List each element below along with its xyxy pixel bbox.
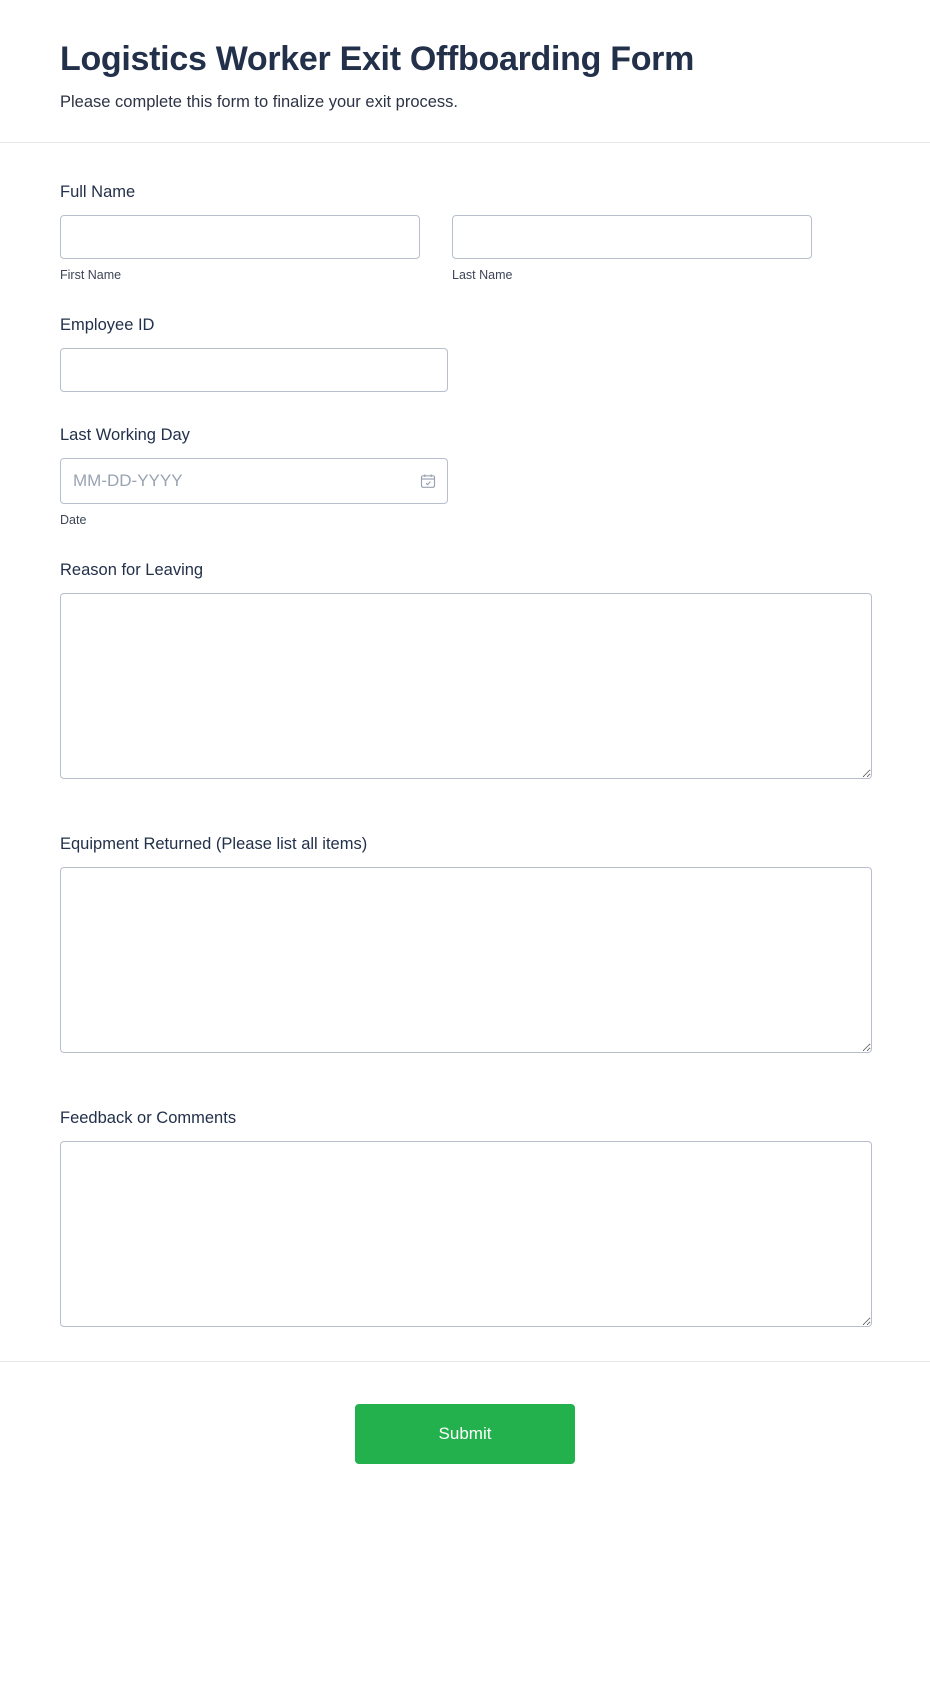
employee-id-input[interactable] — [60, 348, 448, 392]
field-last-working-day — [60, 426, 870, 527]
page-title: Logistics Worker Exit Offboarding Form — [60, 40, 695, 78]
field-full-name — [60, 183, 870, 282]
field-employee-id — [60, 316, 870, 392]
reason-for-leaving-label: Reason for Leaving — [60, 561, 204, 580]
full-name-row — [60, 215, 870, 282]
last-working-day-label: Last Working Day — [60, 426, 190, 445]
date-sublabel: Date — [60, 513, 87, 528]
last-name-sublabel: Last Name — [452, 268, 513, 283]
last-name-input[interactable] — [452, 215, 812, 259]
equipment-returned-textarea[interactable] — [60, 867, 872, 1053]
last-working-day-input[interactable] — [60, 458, 448, 504]
first-name-sublabel: First Name — [60, 268, 122, 283]
submit-button[interactable]: Submit — [355, 1404, 575, 1464]
first-name-col — [60, 215, 420, 282]
field-reason-for-leaving — [60, 561, 870, 779]
feedback-textarea[interactable] — [60, 1141, 872, 1327]
date-input-wrapper — [60, 458, 448, 504]
feedback-label: Feedback or Comments — [60, 1109, 237, 1128]
equipment-returned-label: Equipment Returned (Please list all items) — [60, 835, 368, 854]
last-name-col — [452, 215, 812, 282]
first-name-input[interactable] — [60, 215, 420, 259]
field-feedback — [60, 1109, 870, 1327]
full-name-label: Full Name — [60, 183, 136, 202]
page-subtitle: Please complete this form to finalize your exit process. — [60, 93, 459, 112]
form-footer — [0, 1361, 930, 1510]
employee-id-label: Employee ID — [60, 316, 155, 335]
field-equipment-returned — [60, 835, 870, 1053]
reason-for-leaving-textarea[interactable] — [60, 593, 872, 779]
form-header — [0, 0, 930, 143]
form-body — [0, 143, 930, 1327]
